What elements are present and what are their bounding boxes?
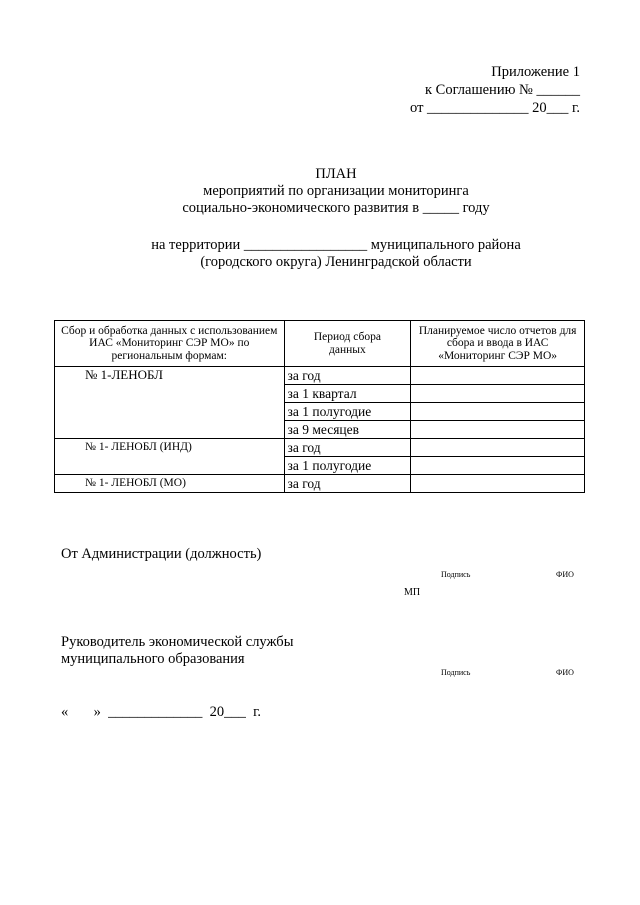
table-row [55, 475, 585, 493]
header-forms: Сбор и обработка данных с использованием ИАС «Мониторинг СЭР МО» по региональным формам: [55, 321, 285, 367]
fio-label: ФИО [556, 570, 574, 579]
form-cell: № 1- ЛЕНОБЛ (ИНД) [55, 439, 285, 475]
period-cell: за 1 квартал [284, 385, 411, 403]
header-reports-count: Планируемое число отчетов для сбора и ввода в ИАС «Мониторинг СЭР МО» [411, 321, 585, 367]
fio-label-2: ФИО [556, 668, 574, 677]
plan-heading: ПЛАН [315, 166, 357, 182]
reports-count-cell[interactable] [411, 475, 585, 493]
table-row [55, 439, 585, 457]
table-header-row [55, 321, 585, 367]
period-cell: за 1 полугодие [284, 403, 411, 421]
administration-position: От Администрации (должность) [61, 546, 262, 562]
period-cell: за 9 месяцев [284, 421, 411, 439]
reports-count-cell[interactable] [411, 439, 585, 457]
plan-territory-line2: (городского округа) Ленинградской области [200, 254, 472, 270]
head-title-line1: Руководитель экономической службы [61, 634, 294, 650]
signature-date: « » _____________ 20___ г. [61, 704, 262, 720]
plan-territory-line1: на территории _________________ муниципального района [151, 237, 521, 253]
period-cell: за год [284, 367, 411, 385]
signature-label-2: Подпись [441, 668, 471, 677]
period-cell: за год [284, 439, 411, 457]
annex-title: Приложение 1 [491, 64, 580, 80]
plan-subtitle-line2: социально-экономического развития в _____ году [182, 200, 490, 216]
annex-agreement: к Соглашению № ______ [424, 82, 580, 98]
period-cell: за год [284, 475, 411, 493]
signature-label: Подпись [441, 570, 471, 579]
plan-table [54, 320, 585, 493]
reports-count-cell[interactable] [411, 457, 585, 475]
table-row [55, 367, 585, 385]
plan-territory [0, 237, 640, 271]
head-title-line2: муниципального образования [61, 651, 245, 667]
reports-count-cell[interactable] [411, 421, 585, 439]
reports-count-cell[interactable] [411, 385, 585, 403]
stamp-label: МП [404, 587, 421, 598]
annex-date: от ______________ 20___ г. [410, 100, 580, 116]
reports-count-cell[interactable] [411, 367, 585, 385]
period-cell: за 1 полугодие [284, 457, 411, 475]
form-cell: № 1- ЛЕНОБЛ (МО) [55, 475, 285, 493]
plan-title [0, 166, 640, 217]
form-cell: № 1-ЛЕНОБЛ [55, 367, 285, 439]
plan-subtitle-line1: мероприятий по организации мониторинга [203, 183, 469, 199]
header-period: Период сбора данных [284, 321, 411, 367]
reports-count-cell[interactable] [411, 403, 585, 421]
